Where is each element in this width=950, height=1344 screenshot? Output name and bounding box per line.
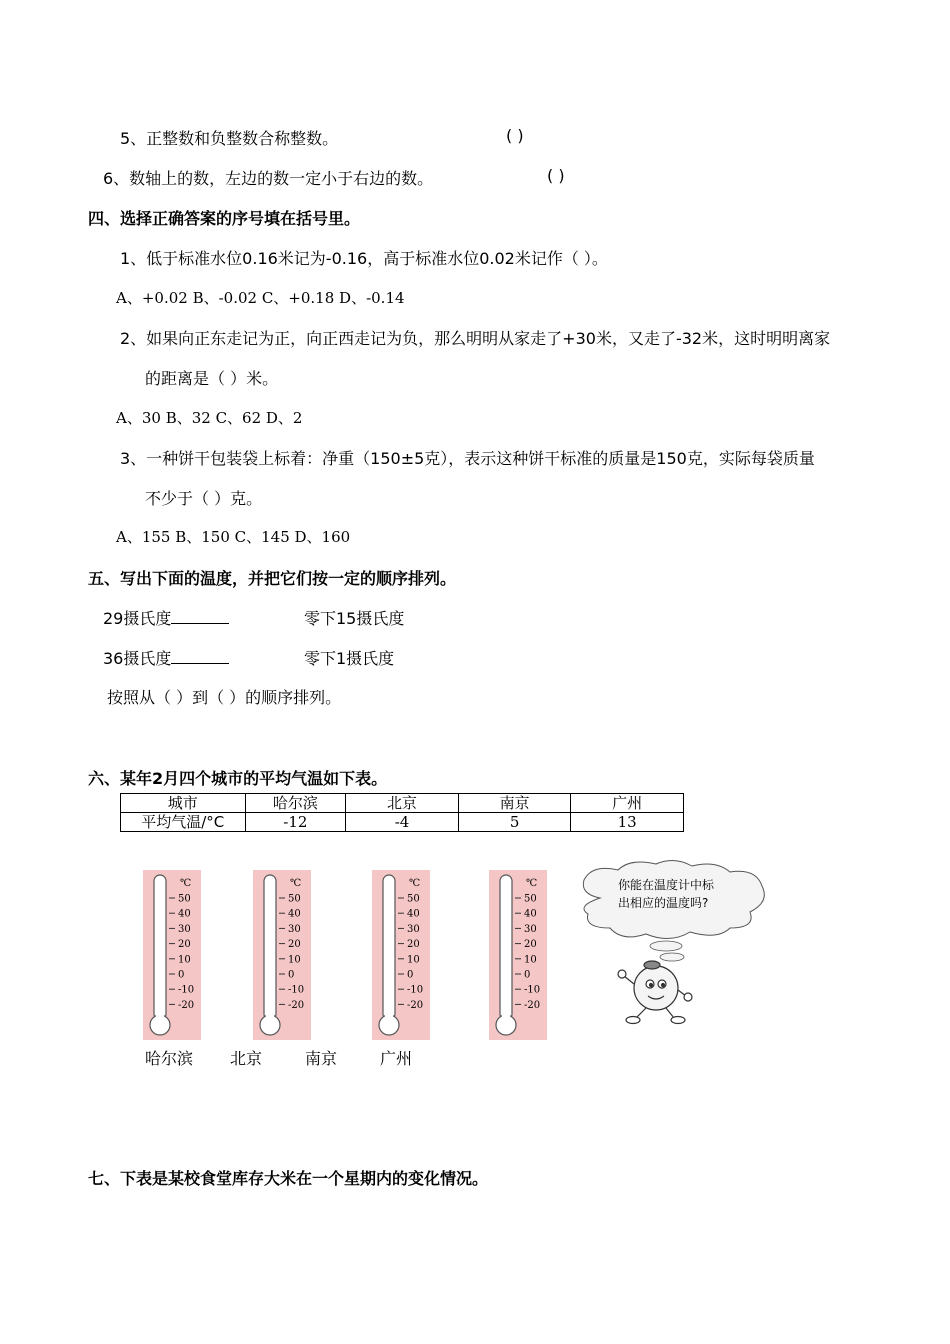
- s5-item-36-label: 36摄氏度: [103, 649, 172, 668]
- judge-q6-answer-paren[interactable]: ( ): [547, 166, 565, 185]
- thermometer-tick-label: 10: [524, 954, 537, 966]
- section7-heading: 七、下表是某校食堂库存大米在一个星期内的变化情况。: [88, 1169, 489, 1188]
- thermometer-tick-label: 20: [524, 939, 537, 951]
- temperature-table: [120, 793, 684, 832]
- thermometer-tick-label: 20: [407, 939, 420, 951]
- thermometer-tick-label: 50: [178, 893, 191, 905]
- thermometer-tick-label: 40: [288, 908, 301, 920]
- thermometer-neck: [156, 1010, 164, 1024]
- s4-q3-options: A、155 B、150 C、145 D、160: [116, 528, 351, 546]
- s5-item-29: [103, 606, 229, 629]
- section4-heading: 四、选择正确答案的序号填在括号里。: [88, 209, 361, 228]
- thermometer-tick-label: 40: [407, 908, 420, 920]
- city-label-guangzhou: 广州: [380, 1049, 413, 1068]
- s5-order-text: 按照从（ ）到（ ）的顺序排列。: [107, 688, 342, 707]
- thermometer-tick-label: 0: [288, 969, 295, 981]
- thermometer-tick-label: 10: [178, 954, 191, 966]
- s5-item-minus15: 零下15摄氏度: [304, 609, 405, 628]
- table-cell: -12: [245, 813, 346, 832]
- thermometer-neck: [385, 1010, 393, 1024]
- s4-q1-options: A、+0.02 B、-0.02 C、+0.18 D、-0.14: [116, 289, 405, 307]
- table-cell: 13: [571, 813, 684, 832]
- thermometer-tick-label: -20: [178, 999, 195, 1011]
- thermometer-tick-label: -10: [524, 984, 541, 996]
- thermometer-tube: [383, 875, 395, 1020]
- section5-heading: 五、写出下面的温度，并把它们按一定的顺序排列。: [88, 569, 457, 588]
- thermometer-unit-label: ℃: [290, 878, 302, 889]
- cartoon-character-icon: [618, 961, 692, 1024]
- s5-item-29-label: 29摄氏度: [103, 609, 172, 628]
- s4-q2-options: A、30 B、32 C、62 D、2: [116, 409, 303, 427]
- thermometer-unit-label: ℃: [180, 878, 192, 889]
- table-header-cell: 广州: [571, 794, 684, 813]
- thermometer-background: [253, 870, 311, 1040]
- thermometer-tick-label: 0: [178, 969, 185, 981]
- thermometer-background: [143, 870, 201, 1040]
- city-label-nanjing: 南京: [305, 1049, 338, 1068]
- judge-q5-answer-paren[interactable]: ( ): [506, 126, 524, 145]
- table-header-cell: 哈尔滨: [245, 794, 346, 813]
- thermometer-tick-label: 40: [524, 908, 537, 920]
- thermometer-tick-label: 50: [407, 893, 420, 905]
- thermometer-tick-label: -20: [524, 999, 541, 1011]
- thermometer-harbin[interactable]: [143, 870, 201, 1040]
- thermometer-tick-label: -10: [288, 984, 305, 996]
- thermometer-tube: [154, 875, 166, 1020]
- section6-heading: 六、某年2月四个城市的平均气温如下表。: [88, 769, 388, 788]
- thermometer-tick-label: 30: [288, 923, 301, 935]
- thermometer-tick-label: 10: [407, 954, 420, 966]
- bubble-line1: 你能在温度计中标: [618, 878, 715, 892]
- s4-q3-line1: 3、一种饼干包装袋上标着：净重（150±5克），表示这种饼干标准的质量是150克，实际每袋质量: [120, 449, 815, 468]
- thermometer-unit-label: ℃: [526, 878, 538, 889]
- thermometer-tick-label: 50: [524, 893, 537, 905]
- judge-q5: [120, 126, 338, 149]
- bubble-line2: 出相应的温度吗?: [618, 896, 709, 910]
- thermometer-tick-label: 40: [178, 908, 191, 920]
- thermometer-background: [489, 870, 547, 1040]
- city-label-beijing: 北京: [230, 1049, 263, 1068]
- thermometer-tube: [264, 875, 276, 1020]
- thermometer-nanjing[interactable]: [372, 870, 430, 1040]
- s5-blank-2[interactable]: [171, 649, 229, 664]
- cloud-icon: [583, 860, 764, 961]
- table-row: [121, 813, 684, 832]
- thermometer-tick-label: 30: [524, 923, 537, 935]
- table-header-cell: 城市: [121, 794, 246, 813]
- s5-blank-1[interactable]: [171, 609, 229, 624]
- table-header-cell: 南京: [458, 794, 571, 813]
- thermometer-tick-label: 0: [524, 969, 531, 981]
- table-header-cell: 北京: [346, 794, 459, 813]
- thermometer-tick-label: 0: [407, 969, 414, 981]
- s5-item-minus1: 零下1摄氏度: [304, 649, 395, 668]
- thermometer-tick-label: -10: [178, 984, 195, 996]
- thermometer-unit-label: ℃: [409, 878, 421, 889]
- thermometer-tick-label: 50: [288, 893, 301, 905]
- thermometer-tick-label: 30: [178, 923, 191, 935]
- table-cell: 平均气温/°C: [121, 813, 246, 832]
- table-cell: 5: [458, 813, 571, 832]
- judge-q6-text: 6、数轴上的数，左边的数一定小于右边的数。: [103, 169, 434, 188]
- s4-q2-line1: 2、如果向正东走记为正，向正西走记为负，那么明明从家走了+30米，又走了-32米，这时明明离家: [120, 329, 831, 348]
- thermometer-tube: [500, 875, 512, 1020]
- s4-q2-line2: 的距离是（ ）米。: [145, 369, 279, 388]
- judge-q6: [103, 166, 433, 189]
- thermometer-background: [372, 870, 430, 1040]
- thought-bubble-illustration: [570, 858, 800, 1028]
- thermometer-beijing[interactable]: [253, 870, 311, 1040]
- thermometer-tick-label: -20: [288, 999, 305, 1011]
- thermometer-tick-label: 30: [407, 923, 420, 935]
- s4-q1-text: 1、低于标准水位0.16米记为-0.16，高于标准水位0.02米记作（ ）。: [120, 249, 608, 268]
- thermometer-tick-label: 20: [288, 939, 301, 951]
- thermometer-neck: [502, 1010, 510, 1024]
- thermometer-tick-label: -10: [407, 984, 424, 996]
- s4-q3-line2: 不少于（ ）克。: [145, 489, 263, 508]
- thermometer-tick-label: 10: [288, 954, 301, 966]
- city-label-harbin: 哈尔滨: [145, 1049, 194, 1068]
- thermometer-tick-label: 20: [178, 939, 191, 951]
- s5-item-36: [103, 646, 229, 669]
- thermometer-guangzhou[interactable]: [489, 870, 547, 1040]
- table-header-row: [121, 794, 684, 813]
- thermometer-neck: [266, 1010, 274, 1024]
- table-cell: -4: [346, 813, 459, 832]
- thermometer-tick-label: -20: [407, 999, 424, 1011]
- judge-q5-text: 5、正整数和负整数合称整数。: [120, 129, 339, 148]
